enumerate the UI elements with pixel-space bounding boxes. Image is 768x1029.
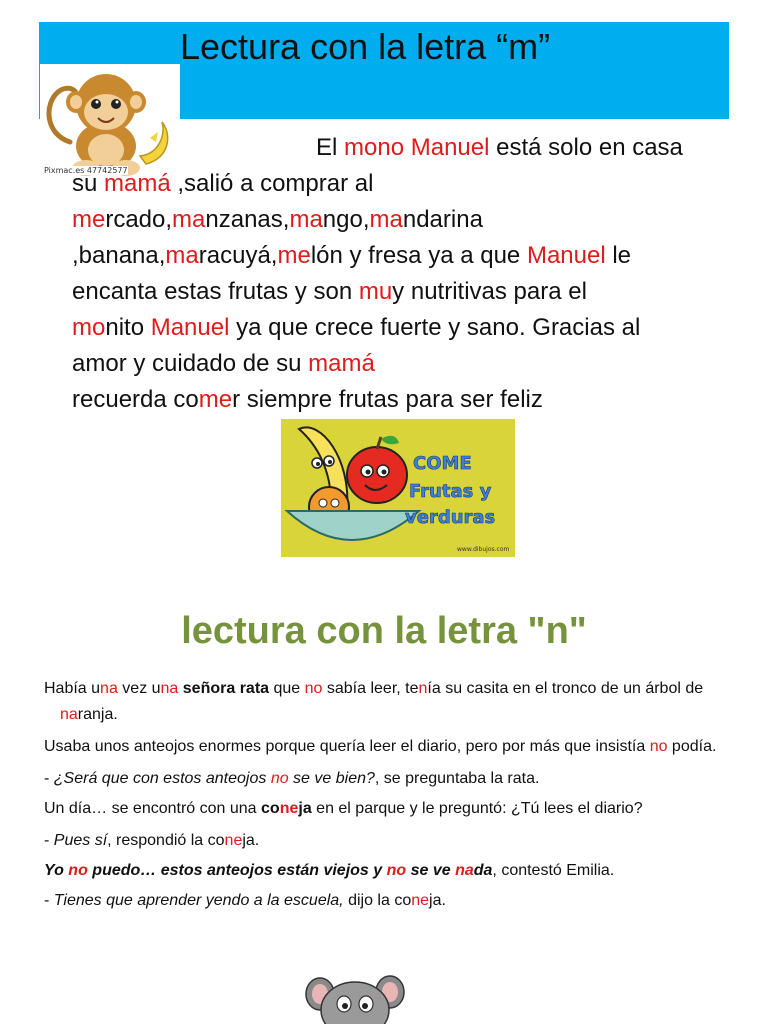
bold-text: co [261, 800, 280, 817]
text: , respondió la co [107, 832, 225, 849]
text: ranja. [77, 706, 118, 723]
text: ja. [429, 892, 446, 909]
story-m-line [72, 382, 744, 418]
highlight: ma [369, 206, 403, 233]
highlight: ma [289, 206, 323, 233]
text: - [44, 832, 54, 849]
bold-text: ja [298, 800, 312, 817]
story-n-paragraph [44, 676, 744, 728]
text: su [72, 170, 105, 197]
text: encanta estas frutas y son [72, 278, 359, 305]
highlight: me [72, 206, 106, 233]
highlight: mu [358, 278, 393, 305]
italic-text: Pues sí [53, 832, 108, 849]
highlight: Manuel [410, 134, 490, 161]
story-m-line [72, 346, 744, 382]
highlight: mo [72, 314, 106, 341]
story-m-line [72, 130, 744, 166]
highlight: ma [165, 242, 199, 269]
highlight: na [455, 862, 474, 879]
text: en el parque y le preguntó: ¿Tú lees el diario? [311, 800, 643, 817]
text: y nutritivas para el [392, 278, 587, 305]
section-title-n: lectura con la letra "n" [181, 610, 587, 652]
text: , se preguntaba la rata. [374, 770, 540, 787]
bold-italic-text: Yo [44, 862, 69, 879]
story-n-paragraph [44, 734, 744, 760]
text: ja. [242, 832, 260, 849]
story-m-line [72, 238, 744, 274]
story-m-line [72, 202, 744, 238]
story-n-paragraph [44, 828, 744, 854]
text: ía su casita en el tronco de un árbol de [427, 680, 704, 697]
monkey-caption: Pixmac.es 47742577 [44, 166, 128, 175]
bold-italic-text: puedo… estos anteojos están viejos y [87, 862, 387, 879]
highlight: ne [411, 892, 430, 909]
text: sabía leer, te [322, 680, 419, 697]
text: ndarina [402, 206, 483, 233]
text: recuerda co [72, 386, 199, 413]
text: rcado, [105, 206, 173, 233]
highlight: Manuel [150, 314, 230, 341]
text: nzanas, [205, 206, 290, 233]
highlight: me [198, 386, 233, 413]
story-n [44, 676, 744, 918]
text: ,banana, [72, 242, 166, 269]
highlight: Manuel [526, 242, 606, 269]
highlight: no [386, 862, 407, 879]
story-n-paragraph [44, 796, 744, 822]
highlight: no [649, 738, 668, 755]
italic-text: Tienes que aprender yendo a la escuela, [53, 892, 344, 909]
text: nito [105, 314, 151, 341]
highlight: no [270, 770, 289, 787]
story-n-paragraph [44, 888, 744, 914]
text: ya que crece fuerte y sano. Gracias al [229, 314, 641, 341]
text: El [316, 134, 345, 161]
text: - [44, 892, 54, 909]
text: racuyá, [198, 242, 278, 269]
highlight: ma [172, 206, 206, 233]
page-title: Lectura con la letra “m” [180, 26, 551, 67]
fruit-title-2: Frutas y [409, 481, 492, 502]
story-m-line [72, 166, 744, 202]
highlight: n [418, 680, 428, 697]
fruit-small-text: www.dibujos.com [457, 546, 510, 553]
text: r siempre frutas para ser feliz [232, 386, 543, 413]
highlight: ne [279, 800, 299, 817]
text: que [269, 680, 305, 697]
text: amor y cuidado de su [72, 350, 309, 377]
fruit-title-3: verduras [405, 507, 496, 528]
text: podía. [667, 738, 717, 755]
highlight: mamá [104, 170, 171, 197]
text: le [605, 242, 632, 269]
story-m [72, 130, 744, 418]
highlight: ne [224, 832, 243, 849]
text: vez u [117, 680, 161, 697]
text: Había u [44, 680, 101, 697]
text: Usaba unos anteojos enormes porque quería leer el diario, pero por más que insistía [44, 738, 650, 755]
bold-text: señora rata [182, 680, 270, 697]
text: - [44, 770, 54, 787]
text: lón y fresa ya a que [310, 242, 527, 269]
story-n-paragraph [44, 766, 744, 792]
text: ,salió a comprar al [170, 170, 374, 197]
fruit-title-1: COME [413, 453, 472, 474]
italic-text: ¿Será que con estos anteojos [53, 770, 271, 787]
text: , contestó Emilia. [492, 862, 615, 879]
bold-italic-text: da [473, 862, 493, 879]
highlight: no [68, 862, 88, 879]
highlight: na [60, 706, 78, 723]
highlight: mamá [308, 350, 375, 377]
story-m-line [72, 310, 744, 346]
fruit-bowl-icon [281, 419, 515, 557]
text: dijo la co [343, 892, 412, 909]
highlight: me [277, 242, 311, 269]
rat-icon [300, 964, 410, 1024]
highlight: mono [344, 134, 405, 161]
highlight: na [100, 680, 118, 697]
story-n-paragraph [44, 858, 744, 884]
text [404, 134, 411, 161]
italic-text: se ve bien? [288, 770, 375, 787]
highlight: na [160, 680, 179, 697]
bold-italic-text: se ve [406, 862, 456, 879]
story-m-line [72, 274, 744, 310]
text: está solo en casa [489, 134, 683, 161]
text: ngo, [322, 206, 370, 233]
highlight: no [304, 680, 323, 697]
text: Un día… se encontró con una [44, 800, 262, 817]
